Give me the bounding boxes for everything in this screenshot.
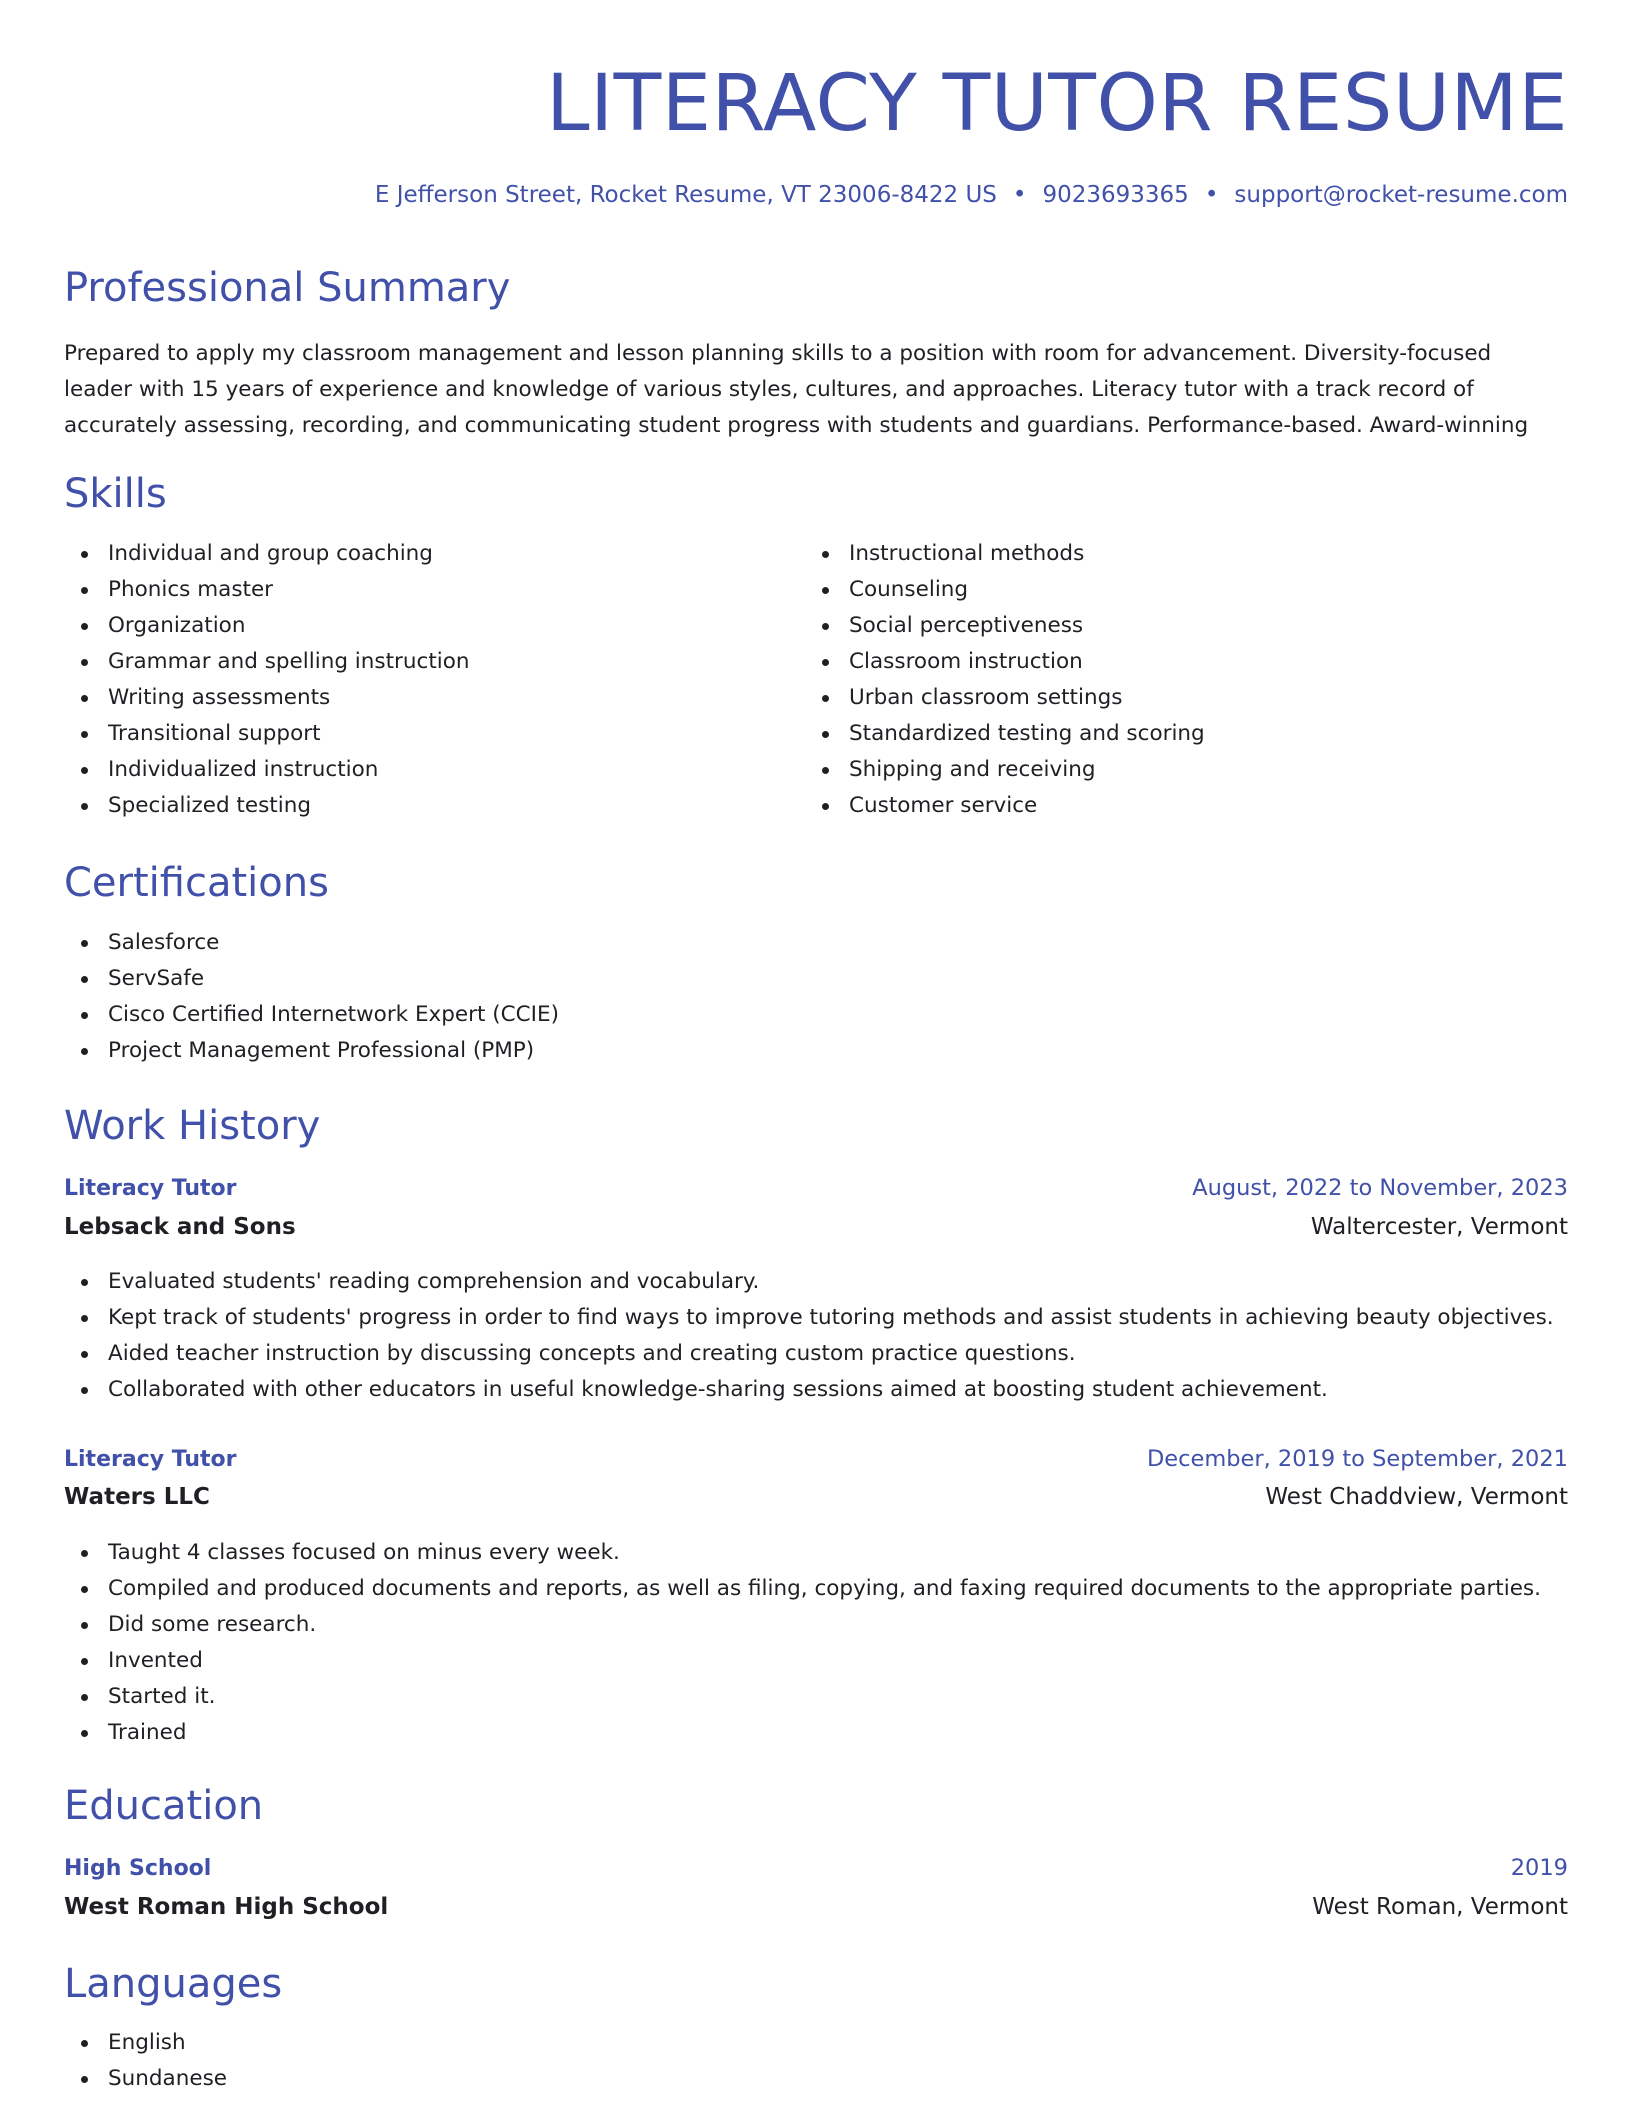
list-item: Evaluated students' reading comprehension and vocabulary.: [64, 1264, 1568, 1300]
job-location: West Chaddview, Vermont: [1265, 1484, 1568, 1510]
list-item: Taught 4 classes focused on minus every week.: [64, 1535, 1568, 1571]
skills-list-left: [64, 536, 764, 824]
job-header-row: [64, 1175, 1568, 1201]
job-location: Waltercester, Vermont: [1310, 1214, 1568, 1240]
languages-list: [64, 2025, 664, 2097]
list-item: Invented: [64, 1643, 1568, 1679]
list-item: Transitional support: [64, 716, 764, 752]
list-item: Compiled and produced documents and reports, as well as filing, copying, and faxing required documents to the appropriate parties.: [64, 1571, 1568, 1607]
job-company: Waters LLC: [64, 1484, 210, 1510]
job-bullets: [64, 1264, 1568, 1408]
contact-separator: •: [1012, 182, 1027, 208]
list-item: Individualized instruction: [64, 752, 764, 788]
contact-separator: •: [1204, 182, 1219, 208]
list-item: Phonics master: [64, 572, 764, 608]
list-item: Urban classroom settings: [805, 680, 1505, 716]
list-item: Counseling: [805, 572, 1505, 608]
section-title-languages: Languages: [64, 1961, 283, 2007]
job-title: Literacy Tutor: [64, 1176, 237, 1201]
job-title: Literacy Tutor: [64, 1447, 237, 1472]
section-title-certifications: Certifications: [64, 860, 329, 906]
education-year: 2019: [1510, 1855, 1568, 1881]
job-dates: August, 2022 to November, 2023: [1192, 1175, 1568, 1201]
list-item: Collaborated with other educators in useful knowledge-sharing sessions aimed at boosting student achievement.: [64, 1372, 1568, 1408]
education-header-row: [64, 1855, 1568, 1881]
list-item: English: [64, 2025, 664, 2061]
list-item: Specialized testing: [64, 788, 764, 824]
list-item: Aided teacher instruction by discussing concepts and creating custom practice questions.: [64, 1336, 1568, 1372]
list-item: ServSafe: [64, 961, 1264, 997]
list-item: Did some research.: [64, 1607, 1568, 1643]
contact-address: E Jefferson Street, Rocket Resume, VT 23006-8422 US: [374, 182, 997, 208]
job-dates: December, 2019 to September, 2021: [1146, 1446, 1568, 1472]
section-title-summary: Professional Summary: [64, 265, 511, 311]
list-item: Social perceptiveness: [805, 608, 1505, 644]
list-item: Cisco Certified Internetwork Expert (CCIE): [64, 997, 1264, 1033]
list-item: Salesforce: [64, 925, 1264, 961]
list-item: Sundanese: [64, 2061, 664, 2097]
job-company-row: [64, 1484, 1568, 1510]
section-title-education: Education: [64, 1783, 264, 1829]
job-company: Lebsack and Sons: [64, 1214, 296, 1240]
job-bullets: [64, 1535, 1568, 1751]
skills-list-right: [805, 536, 1505, 824]
education-school: West Roman High School: [64, 1894, 389, 1920]
certifications-list: [64, 925, 1264, 1069]
list-item: Kept track of students' progress in order to find ways to improve tutoring methods and assist students in achieving beauty objectives.: [64, 1300, 1568, 1336]
list-item: Instructional methods: [805, 536, 1505, 572]
section-title-skills: Skills: [64, 471, 167, 517]
list-item: Customer service: [805, 788, 1505, 824]
list-item: Started it.: [64, 1679, 1568, 1715]
list-item: Grammar and spelling instruction: [64, 644, 764, 680]
contact-email[interactable]: support@rocket-resume.com: [1234, 182, 1568, 208]
list-item: Individual and group coaching: [64, 536, 764, 572]
list-item: Writing assessments: [64, 680, 764, 716]
list-item: Organization: [64, 608, 764, 644]
summary-text: Prepared to apply my classroom management and lesson planning skills to a position with room for advancement. Diversity-focused leader with 15 years of experience and knowledge of various styles, cultures, and approaches. Literacy tutor with a track record of accurately assessing, recording, and communicating student progress with students and guardians. Performance-based. Award-winning: [64, 341, 1529, 438]
job-company-row: [64, 1214, 1568, 1240]
list-item: Project Management Professional (PMP): [64, 1033, 1264, 1069]
education-location: West Roman, Vermont: [1312, 1894, 1568, 1920]
contact-line: [375, 180, 1568, 210]
education-degree: High School: [64, 1856, 212, 1881]
list-item: Classroom instruction: [805, 644, 1505, 680]
list-item: Shipping and receiving: [805, 752, 1505, 788]
job-header-row: [64, 1446, 1568, 1472]
education-school-row: [64, 1894, 1568, 1920]
resume-title: LITERACY TUTOR RESUME: [546, 59, 1568, 149]
list-item: Standardized testing and scoring: [805, 716, 1505, 752]
contact-phone[interactable]: 9023693365: [1042, 182, 1189, 208]
list-item: Trained: [64, 1715, 1568, 1751]
section-title-work-history: Work History: [64, 1103, 321, 1149]
